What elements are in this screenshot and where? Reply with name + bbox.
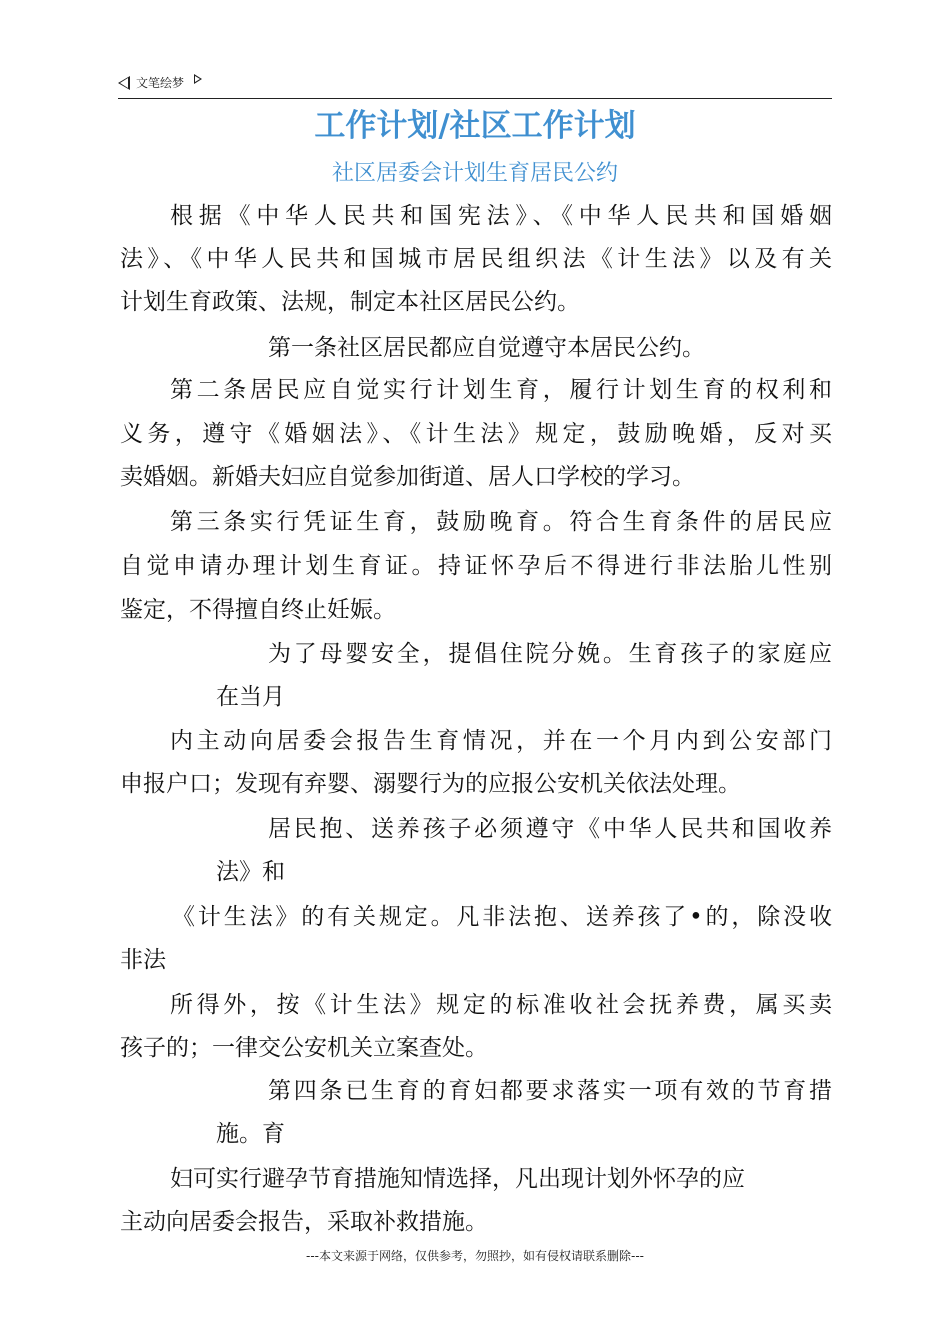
body-line: 《计生法》的有关规定。凡非法抱、送养孩了•的，除没收	[172, 904, 832, 930]
header-brand-text: 文笔绘梦	[136, 76, 185, 90]
body-line: 法》、《中华人民共和国城市居民组织法《计生法》以及有关	[120, 246, 832, 272]
body-line: 自觉申请办理计划生育证。持证怀孕后不得进行非法胎儿性别	[120, 553, 832, 579]
body-line: 非法	[120, 947, 166, 973]
body-line: 孩子的；一律交公安机关立案查处。	[120, 1035, 488, 1061]
triangle-left-icon	[118, 76, 130, 90]
body-line: 第四条已生育的育妇都要求落实一项有效的节育措	[268, 1078, 832, 1104]
body-line: 所得外，按《计生法》规定的标准收社会抚养费，属买卖	[170, 992, 832, 1018]
body-line: 第一条社区居民都应自觉遵守本居民公约。	[268, 335, 705, 361]
body-line: 第二条居民应自觉实行计划生育，履行计划生育的权利和	[170, 377, 832, 403]
body-line: 妇可实行避孕节育措施知情选择，凡出现计划外怀孕的应	[170, 1166, 745, 1192]
body-line: 申报户口；发现有弃婴、溺婴行为的应报公安机关依法处理。	[120, 771, 741, 797]
body-line: 内主动向居委会报告生育情况，并在一个月内到公安部门	[170, 728, 832, 754]
body-line: 法》和	[216, 859, 285, 885]
body-line: 第三条实行凭证生育，鼓励晚育。符合生育条件的居民应	[170, 509, 832, 535]
header-brand	[118, 74, 202, 91]
page-header	[118, 72, 832, 99]
body-line: 义务，遵守《婚姻法》、《计生法》规定，鼓励晚婚，反对买	[120, 421, 832, 447]
body-line: 鉴定，不得擅自终止妊娠。	[120, 597, 396, 623]
body-line: 居民抱、送养孩子必须遵守《中华人民共和国收养	[268, 816, 832, 842]
body-line: 计划生育政策、法规，制定本社区居民公约。	[120, 289, 580, 315]
document-subtitle: 社区居委会计划生育居民公约	[331, 161, 618, 186]
document-title: 工作计划/社区工作计划	[314, 108, 636, 144]
page-footer: ---本文来源于网络，仅供参考，勿照抄，如有侵权请联系删除---	[306, 1249, 644, 1263]
body-line: 在当月	[216, 684, 285, 710]
body-line: 根据《中华人民共和国宪法》、《中华人民共和国婚姻	[170, 203, 832, 229]
body-line: 施。育	[216, 1121, 285, 1147]
body-line: 主动向居委会报告，采取补救措施。	[120, 1209, 488, 1235]
body-line: 为了母婴安全，提倡住院分娩。生育孩子的家庭应	[268, 641, 832, 667]
body-line: 卖婚姻。新婚夫妇应自觉参加街道、居人口学校的学习。	[120, 464, 695, 490]
triangle-right-icon	[194, 74, 202, 84]
